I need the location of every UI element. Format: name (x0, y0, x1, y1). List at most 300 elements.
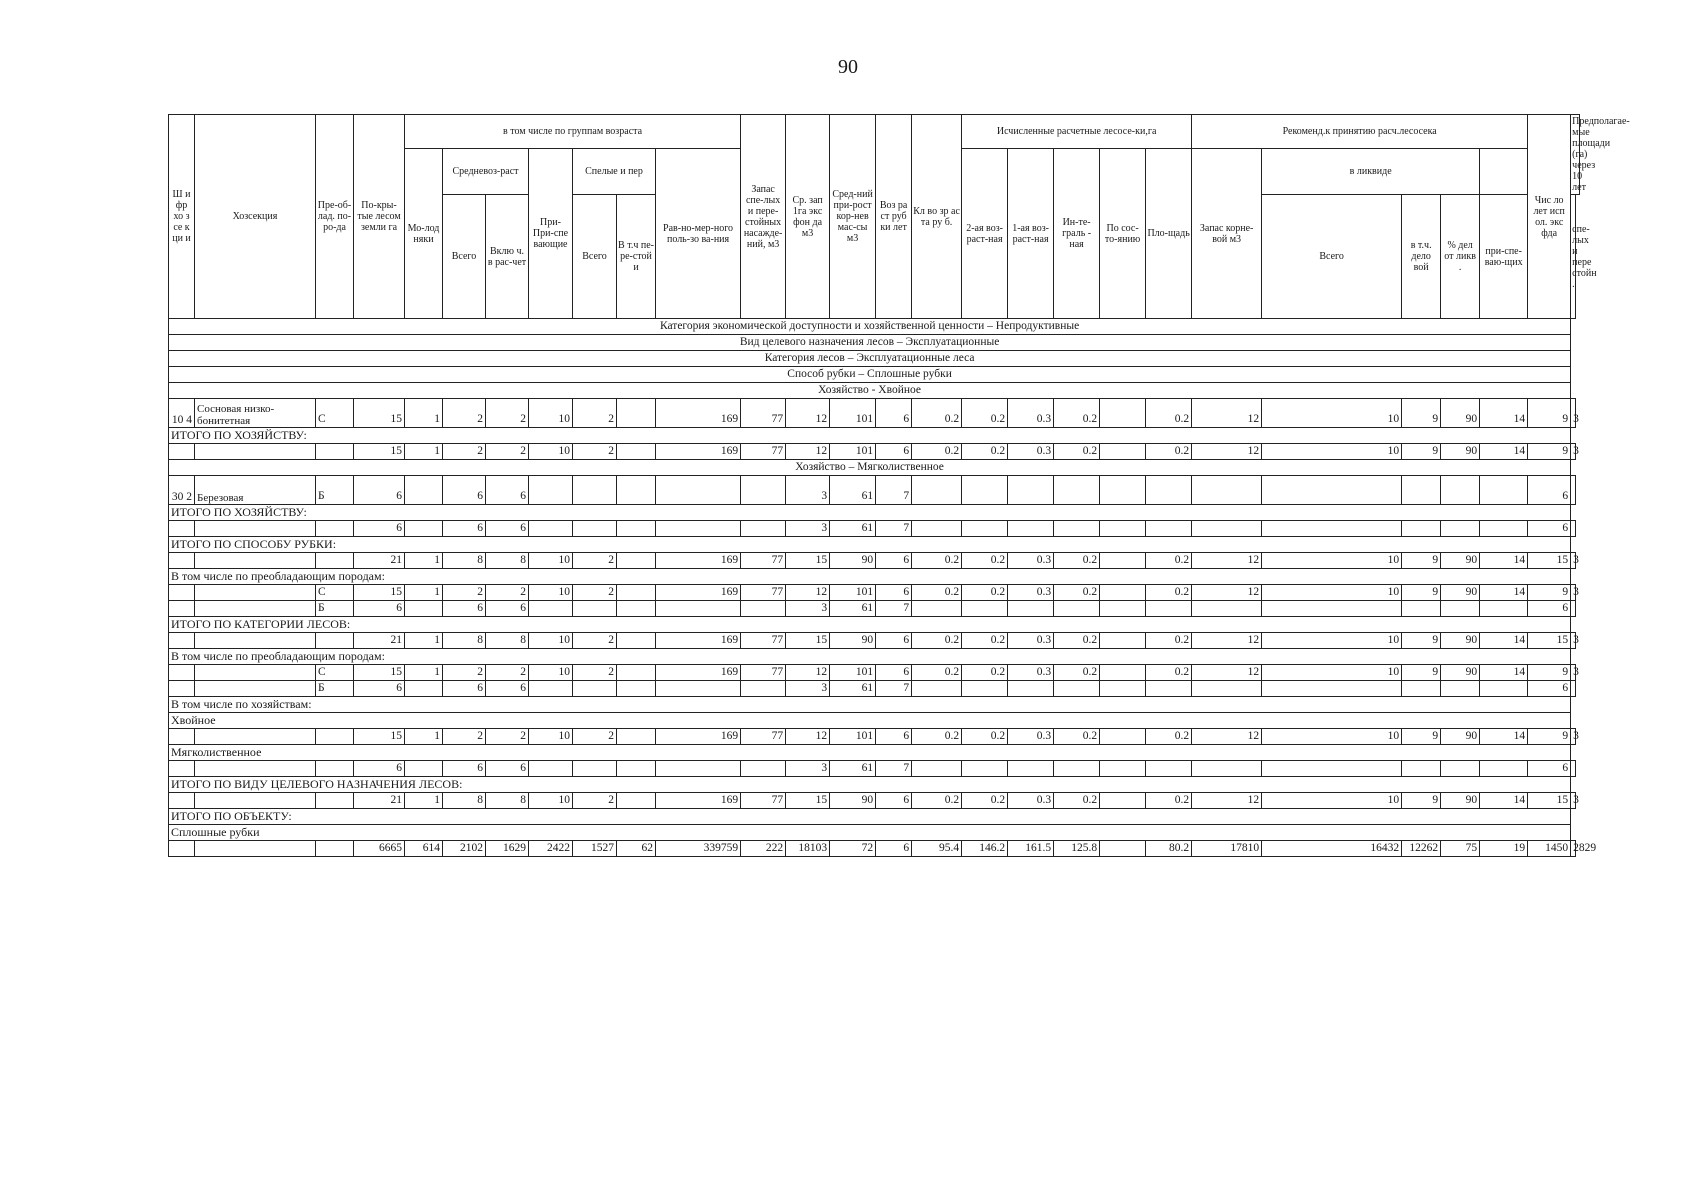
cell-value: 6 (876, 633, 912, 649)
cell-value: 77 (741, 729, 786, 745)
cell-value (1571, 601, 1575, 617)
cell-value (529, 761, 573, 777)
hdr-po-sost: По сос-то-янию (1100, 149, 1146, 319)
cell-value: 6 (354, 761, 405, 777)
cell-value: 3 (786, 681, 830, 697)
cell-value: 0.3 (1008, 793, 1054, 809)
cell-value: 10 (1262, 665, 1402, 681)
cell-value: 17810 (1192, 841, 1262, 857)
hdr-age-groups: в том числе по группам возраста (405, 115, 741, 149)
cell-value: 90 (1441, 633, 1480, 649)
cell-value: 1 (405, 633, 443, 649)
cell-value (1054, 521, 1100, 537)
cell-value: 3 (1571, 729, 1575, 745)
cell-value: 77 (741, 585, 786, 601)
cell-value: 0.2 (1146, 665, 1192, 681)
hdr-predpol: Предполагае-мые площади (га) через 10 лет (1572, 116, 1630, 193)
cell-value (741, 601, 786, 617)
cell-value: 1 (405, 665, 443, 681)
cell-value (1571, 761, 1575, 777)
cell-value: 10 (1262, 585, 1402, 601)
cell-value (962, 601, 1008, 617)
cell-value (1146, 476, 1192, 505)
cell-value (1100, 841, 1146, 857)
table-row (169, 665, 1580, 681)
cell-value (1100, 665, 1146, 681)
cell-shifr (169, 633, 195, 649)
cell-value (1480, 601, 1528, 617)
cell-value: 2 (443, 399, 486, 428)
cell-value: 80.2 (1146, 841, 1192, 857)
cell-value: 12 (1192, 633, 1262, 649)
itogo-sposob-label: ИТОГО ПО СПОСОБУ РУБКИ: (169, 537, 1571, 553)
cell-value (1402, 601, 1441, 617)
cell-value: 61 (830, 521, 876, 537)
cell-value: 339759 (656, 841, 741, 857)
itogo-vid-label: ИТОГО ПО ВИДУ ЦЕЛЕВОГО НАЗНАЧЕНИЯ ЛЕСОВ: (169, 777, 1571, 793)
cell-value: 6 (443, 601, 486, 617)
cell-value: 2 (486, 585, 529, 601)
cell-value: 14 (1480, 553, 1528, 569)
cell-value (1008, 521, 1054, 537)
cell-hozsekcia (195, 793, 316, 809)
hdr-v-likvide: в ликвиде (1262, 149, 1480, 195)
cell-value (912, 476, 962, 505)
hdr-spelye-10: спе-лых и пере стойн . (1571, 195, 1575, 319)
sposob-rubki-label: Способ рубки – Сплошные рубки (169, 367, 1571, 383)
cell-value (1054, 761, 1100, 777)
hdr-prispev: При- При-спе вающие (529, 149, 573, 319)
page-number: 90 (838, 56, 858, 78)
table-row (169, 681, 1580, 697)
cell-value (405, 476, 443, 505)
cell-value: 10 (1262, 399, 1402, 428)
cell-value: 2 (486, 665, 529, 681)
cell-value: 12 (1192, 793, 1262, 809)
cell-value (1100, 476, 1146, 505)
hdr-integral: Ин-те-граль - ная (1054, 149, 1100, 319)
cell-value: 10 (529, 665, 573, 681)
cell-value (741, 476, 786, 505)
cell-hozsekcia (195, 681, 316, 697)
cell-value: 12 (1192, 585, 1262, 601)
cell-poroda (316, 841, 354, 857)
cell-value: 2 (486, 444, 529, 460)
hozyaistvo-myagk-label: Хозяйство – Мягколиственное (169, 460, 1571, 476)
cell-value: 10 (529, 585, 573, 601)
cell-value (617, 729, 656, 745)
cell-value: 169 (656, 553, 741, 569)
cell-value: 9 (1528, 729, 1571, 745)
cell-value: 6 (354, 521, 405, 537)
cell-value: 95.4 (912, 841, 962, 857)
cell-value: 3 (786, 601, 830, 617)
cell-value (656, 601, 741, 617)
cell-poroda: Б (316, 476, 354, 505)
cell-value (1100, 633, 1146, 649)
cell-value: 12 (786, 399, 830, 428)
cell-value (529, 476, 573, 505)
cell-value: 0.2 (912, 585, 962, 601)
cell-value (1008, 681, 1054, 697)
cell-value: 77 (741, 553, 786, 569)
cell-value: 10 (1262, 633, 1402, 649)
cell-value: 3 (1571, 399, 1575, 428)
table-row (169, 761, 1580, 777)
table-row (169, 633, 1580, 649)
cell-value: 125.8 (1054, 841, 1100, 857)
cell-value: 15 (354, 399, 405, 428)
cell-value (405, 681, 443, 697)
cell-value (1402, 761, 1441, 777)
forest-table (168, 114, 1630, 857)
cell-value: 90 (830, 793, 876, 809)
cell-value: 0.2 (912, 729, 962, 745)
cell-value: 2102 (443, 841, 486, 857)
cell-value: 10 (1262, 729, 1402, 745)
cell-value (1441, 476, 1480, 505)
cell-value: 8 (443, 553, 486, 569)
cell-value: 12262 (1402, 841, 1441, 857)
cell-value: 12 (1192, 665, 1262, 681)
cell-value: 12 (786, 444, 830, 460)
cell-value: 6 (486, 761, 529, 777)
cell-value: 2829 (1571, 841, 1575, 857)
cell-value (573, 681, 617, 697)
hdr-shifr: Ш и фр хо з се к ци и (169, 115, 195, 319)
cell-value: 146.2 (962, 841, 1008, 857)
cell-value (617, 665, 656, 681)
myagk-label: Мягколиственное (169, 745, 1571, 761)
cell-value: 14 (1480, 585, 1528, 601)
cell-value: 2 (573, 553, 617, 569)
hdr-ischislennye: Исчисленные расчетные лесосе-ки,га (962, 115, 1192, 149)
cell-value (1146, 601, 1192, 617)
cell-value: 0.2 (912, 793, 962, 809)
cell-value: 6 (876, 585, 912, 601)
cell-hozsekcia (195, 585, 316, 601)
cell-value: 9 (1402, 729, 1441, 745)
cell-poroda (316, 793, 354, 809)
cell-value: 101 (830, 585, 876, 601)
cell-hozsekcia (195, 633, 316, 649)
cell-value: 90 (1441, 444, 1480, 460)
cell-value: 0.2 (1146, 585, 1192, 601)
cell-value: 1 (405, 729, 443, 745)
cell-value: 161.5 (1008, 841, 1054, 857)
cell-value (1100, 601, 1146, 617)
cell-value (529, 521, 573, 537)
cell-value: 6 (486, 681, 529, 697)
cell-value: 2 (573, 585, 617, 601)
cell-value: 14 (1480, 665, 1528, 681)
cell-value: 0.3 (1008, 444, 1054, 460)
cell-value (1008, 601, 1054, 617)
hdr-preob-poroda: Пре-об-лад. по-ро-да (316, 115, 354, 319)
cell-value: 0.2 (962, 729, 1008, 745)
cell-value (962, 681, 1008, 697)
category-lesov-label: Категория лесов – Эксплуатационные леса (169, 351, 1571, 367)
cell-value (1146, 681, 1192, 697)
cell-value: 90 (1441, 553, 1480, 569)
cell-value: 9 (1402, 444, 1441, 460)
cell-value: 8 (486, 793, 529, 809)
hdr-molodnyaki: Мо-лод няки (405, 149, 443, 319)
cell-value: 61 (830, 601, 876, 617)
cell-value (1262, 521, 1402, 537)
cell-value: 10 (1262, 444, 1402, 460)
cell-value: 0.2 (912, 665, 962, 681)
cell-value: 222 (741, 841, 786, 857)
cell-value (617, 553, 656, 569)
cell-value (617, 444, 656, 460)
cell-value (617, 793, 656, 809)
cell-value: 12 (1192, 729, 1262, 745)
cell-value: 6 (443, 681, 486, 697)
cell-value (962, 761, 1008, 777)
cell-value: 9 (1528, 444, 1571, 460)
cell-value (1192, 476, 1262, 505)
cell-value: 2 (573, 399, 617, 428)
cell-value: 2 (443, 585, 486, 601)
cell-value: 0.2 (962, 665, 1008, 681)
cell-value (1262, 476, 1402, 505)
cell-value (1441, 681, 1480, 697)
v-tom-porodam-label: В том числе по преобладающим породам: (169, 649, 1571, 665)
cell-shifr (169, 601, 195, 617)
cell-value (617, 399, 656, 428)
cell-value: 6 (1528, 476, 1571, 505)
cell-value: 1450 (1528, 841, 1571, 857)
cell-value: 12 (786, 585, 830, 601)
table-row (169, 476, 1580, 505)
cell-value (1571, 521, 1575, 537)
cell-shifr (169, 841, 195, 857)
cell-value: 3 (786, 476, 830, 505)
hdr-sv-vklyuch: Вклю ч. в рас-чет (486, 195, 529, 319)
hdr-lk-vsego: Всего (1262, 195, 1402, 319)
cell-value: 7 (876, 761, 912, 777)
cell-value (1571, 681, 1575, 697)
cell-value: 21 (354, 633, 405, 649)
cell-value: 15 (1528, 793, 1571, 809)
cell-poroda (316, 444, 354, 460)
cell-value: 6 (1528, 601, 1571, 617)
cell-value: 0.2 (1146, 729, 1192, 745)
table-row (169, 601, 1580, 617)
cell-value: 9 (1528, 585, 1571, 601)
cell-value (962, 521, 1008, 537)
cell-value: 3 (1571, 444, 1575, 460)
cell-value: 0.2 (1054, 553, 1100, 569)
cell-value (617, 601, 656, 617)
cell-value: 16432 (1262, 841, 1402, 857)
cell-value (912, 521, 962, 537)
cell-value (1100, 399, 1146, 428)
cell-value (1100, 444, 1146, 460)
hdr-lk-delovoi: в т.ч. дело вой (1402, 195, 1441, 319)
cell-value: 2 (573, 444, 617, 460)
cell-value (1402, 521, 1441, 537)
cell-value (1146, 521, 1192, 537)
cell-value: 0.2 (912, 553, 962, 569)
cell-value: 0.2 (912, 633, 962, 649)
cell-value: 2 (573, 729, 617, 745)
cell-value (573, 476, 617, 505)
cell-value: 72 (830, 841, 876, 857)
cell-value: 2 (486, 399, 529, 428)
cell-value: 8 (443, 793, 486, 809)
cell-value: 2 (573, 665, 617, 681)
cell-value: 7 (876, 476, 912, 505)
cell-value: 77 (741, 399, 786, 428)
hdr-sv-vsego: Всего (443, 195, 486, 319)
cell-shifr (169, 444, 195, 460)
cell-value: 0.3 (1008, 633, 1054, 649)
cell-value (573, 601, 617, 617)
cell-hozsekcia (195, 761, 316, 777)
cell-value: 10 (529, 793, 573, 809)
cell-value (912, 601, 962, 617)
table-row (169, 521, 1580, 537)
hdr-sp-vtch: В т.ч пе-ре-стой и (617, 195, 656, 319)
cell-value: 15 (354, 444, 405, 460)
hozyaistvo-hvoinoe-label: Хозяйство - Хвойное (169, 383, 1571, 399)
cell-value: 7 (876, 601, 912, 617)
cell-value: 15 (354, 585, 405, 601)
cell-value: 12 (1192, 399, 1262, 428)
cell-value (1100, 681, 1146, 697)
cell-value: 21 (354, 793, 405, 809)
itogo-object-label: ИТОГО ПО ОБЪЕКТУ: (169, 809, 1571, 825)
cell-value (741, 761, 786, 777)
cell-shifr (169, 729, 195, 745)
hdr-vozr1: 1-ая воз-раст-ная (1008, 149, 1054, 319)
cell-hozsekcia (195, 665, 316, 681)
cell-shifr: 10 4 (169, 399, 195, 428)
hdr-spelye: Спелые и пер (573, 149, 656, 195)
cell-poroda (316, 729, 354, 745)
sploshnye-label: Сплошные рубки (169, 825, 1571, 841)
cell-value (1008, 761, 1054, 777)
cell-poroda (316, 521, 354, 537)
cell-value: 15 (786, 553, 830, 569)
cell-value: 0.2 (1054, 729, 1100, 745)
cell-value: 61 (830, 681, 876, 697)
cell-value: 101 (830, 399, 876, 428)
cell-value: 1 (405, 444, 443, 460)
hdr-sr-prirost: Сред-ний при-рост кор-нев мас-сы м3 (830, 115, 876, 319)
cell-value: 6 (443, 521, 486, 537)
cell-value: 90 (1441, 665, 1480, 681)
itogo-hozyaistvo-label: ИТОГО ПО ХОЗЯЙСТВУ: (169, 505, 1571, 521)
v-tom-hozyaistvam-label: В том числе по хозяйствам: (169, 697, 1571, 713)
cell-value (962, 476, 1008, 505)
cell-value (617, 633, 656, 649)
cell-value: 15 (786, 633, 830, 649)
cell-value: 19 (1480, 841, 1528, 857)
cell-value: 3 (786, 521, 830, 537)
cell-value: 0.2 (962, 585, 1008, 601)
cell-value: 3 (1571, 665, 1575, 681)
cell-value (1054, 601, 1100, 617)
cell-poroda (316, 761, 354, 777)
cell-value: 2 (573, 633, 617, 649)
cell-value: 0.2 (1146, 444, 1192, 460)
table-row (169, 585, 1580, 601)
cell-value: 169 (656, 729, 741, 745)
itogo-hozyaistvo-label: ИТОГО ПО ХОЗЯЙСТВУ: (169, 428, 1571, 444)
cell-value: 12 (1192, 444, 1262, 460)
cell-value: 101 (830, 665, 876, 681)
v-tom-porodam-label: В том числе по преобладающим породам: (169, 569, 1571, 585)
cell-hozsekcia (195, 444, 316, 460)
cell-value: 6 (354, 476, 405, 505)
cell-value (656, 476, 741, 505)
cell-value: 10 (529, 399, 573, 428)
cell-value (405, 761, 443, 777)
cell-value: 0.2 (1054, 793, 1100, 809)
hdr-sr-zap: Ср. зап 1га экс фон да м3 (786, 115, 830, 319)
cell-poroda (316, 633, 354, 649)
cell-value: 0.2 (1054, 665, 1100, 681)
cell-value: 2 (486, 729, 529, 745)
cell-value: 0.2 (912, 399, 962, 428)
cell-value: 15 (1528, 633, 1571, 649)
cell-value: 6 (354, 681, 405, 697)
cell-value: 77 (741, 633, 786, 649)
itogo-category-label: ИТОГО ПО КАТЕГОРИИ ЛЕСОВ: (169, 617, 1571, 633)
cell-value: 14 (1480, 793, 1528, 809)
cell-shifr (169, 585, 195, 601)
cell-shifr (169, 681, 195, 697)
cell-poroda: Б (316, 601, 354, 617)
hdr-vozrast-rubki: Воз ра ст руб ки лет (876, 115, 912, 319)
cell-value: 90 (1441, 585, 1480, 601)
cell-value (1441, 601, 1480, 617)
cell-value: 0.3 (1008, 729, 1054, 745)
cell-value (1262, 761, 1402, 777)
cell-value: 18103 (786, 841, 830, 857)
table-row (169, 444, 1580, 460)
cell-value: 2422 (529, 841, 573, 857)
cell-value: 0.2 (912, 444, 962, 460)
cell-value (1262, 681, 1402, 697)
cell-value: 169 (656, 665, 741, 681)
cell-value: 77 (741, 665, 786, 681)
cell-value: 3 (1571, 633, 1575, 649)
cell-value: 0.2 (962, 444, 1008, 460)
hdr-zapas: Запас спе-лых и пере-стойных насажде-ний, м3 (741, 115, 786, 319)
cell-value: 90 (1441, 793, 1480, 809)
cell-value: 0.2 (962, 793, 1008, 809)
cell-value (1571, 476, 1575, 505)
table-row (169, 553, 1580, 569)
cell-value: 6665 (354, 841, 405, 857)
cell-value: 9 (1402, 633, 1441, 649)
cell-value: 10 (529, 553, 573, 569)
cell-value: 21 (354, 553, 405, 569)
cell-value (1441, 761, 1480, 777)
cell-value (1441, 521, 1480, 537)
cell-value: 6 (876, 553, 912, 569)
hdr-ploshad: Пло-щадь (1146, 149, 1192, 319)
cell-value: 3 (1571, 553, 1575, 569)
cell-value (741, 521, 786, 537)
cell-value (529, 601, 573, 617)
cell-value (656, 521, 741, 537)
cell-shifr (169, 761, 195, 777)
